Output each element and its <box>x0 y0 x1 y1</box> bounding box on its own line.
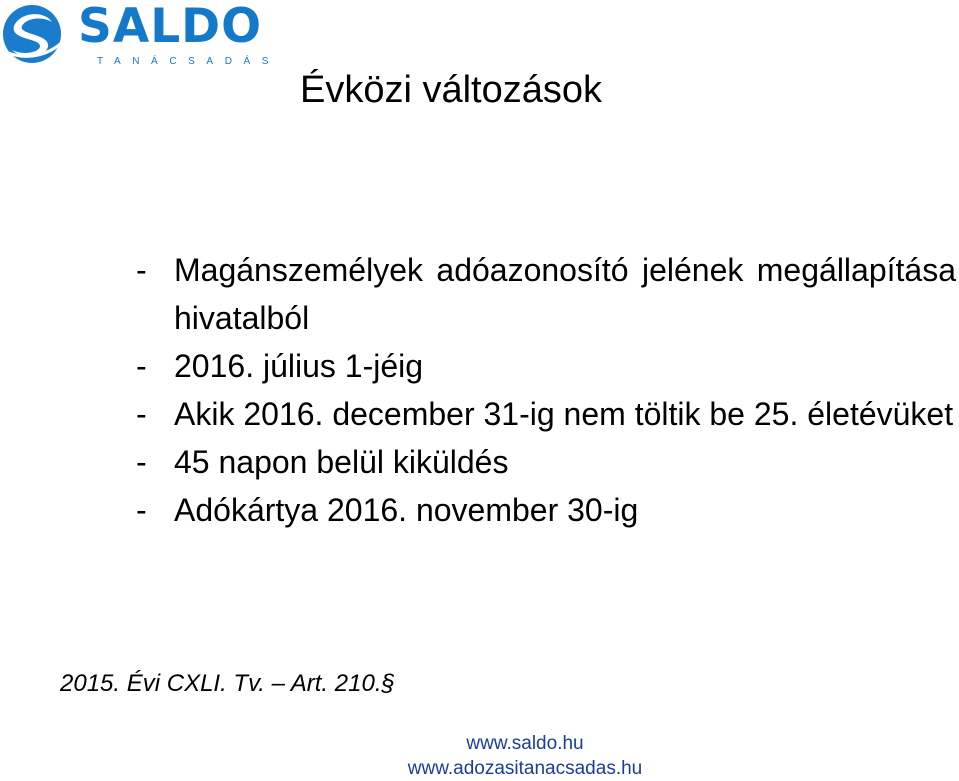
saldo-logo <box>0 0 280 72</box>
saldo-website-link[interactable]: www.saldo.hu <box>466 733 584 754</box>
logo-wordmark: SALDO <box>78 0 263 54</box>
law-citation: 2015. Évi CXLI. Tv. – Art. 210.§ <box>60 670 395 697</box>
bullet-item <box>136 342 956 390</box>
bullet-text: 45 napon belül kiküldés <box>174 444 509 480</box>
bullet-item <box>136 246 956 342</box>
bullet-text: Akik 2016. december 31-ig nem töltik be 25. életévüket <box>174 396 954 432</box>
logo-tagline: TANÁCSADÁS <box>97 56 281 67</box>
bullet-item <box>136 390 956 438</box>
bullet-item <box>136 438 956 486</box>
bullet-dash: - <box>136 492 147 528</box>
bullet-dash: - <box>136 252 147 288</box>
bullet-dash: - <box>136 396 147 432</box>
adozasitanacsadas-website-link[interactable]: www.adozasitanacsadas.hu <box>407 758 643 779</box>
bullet-list <box>136 246 956 534</box>
bullet-item <box>136 486 956 534</box>
bullet-dash: - <box>136 348 147 384</box>
bullet-dash: - <box>136 444 147 480</box>
bullet-text: Magánszemélyek adóazonosító jelének megállapítása hivatalból <box>174 252 956 336</box>
footer-links <box>380 731 670 781</box>
bullet-text: 2016. július 1-jéig <box>174 348 424 384</box>
bullet-text: Adókártya 2016. november 30-ig <box>174 492 639 528</box>
slide-title: Évközi változások <box>300 69 603 111</box>
saldo-s-emblem-icon <box>0 0 76 72</box>
